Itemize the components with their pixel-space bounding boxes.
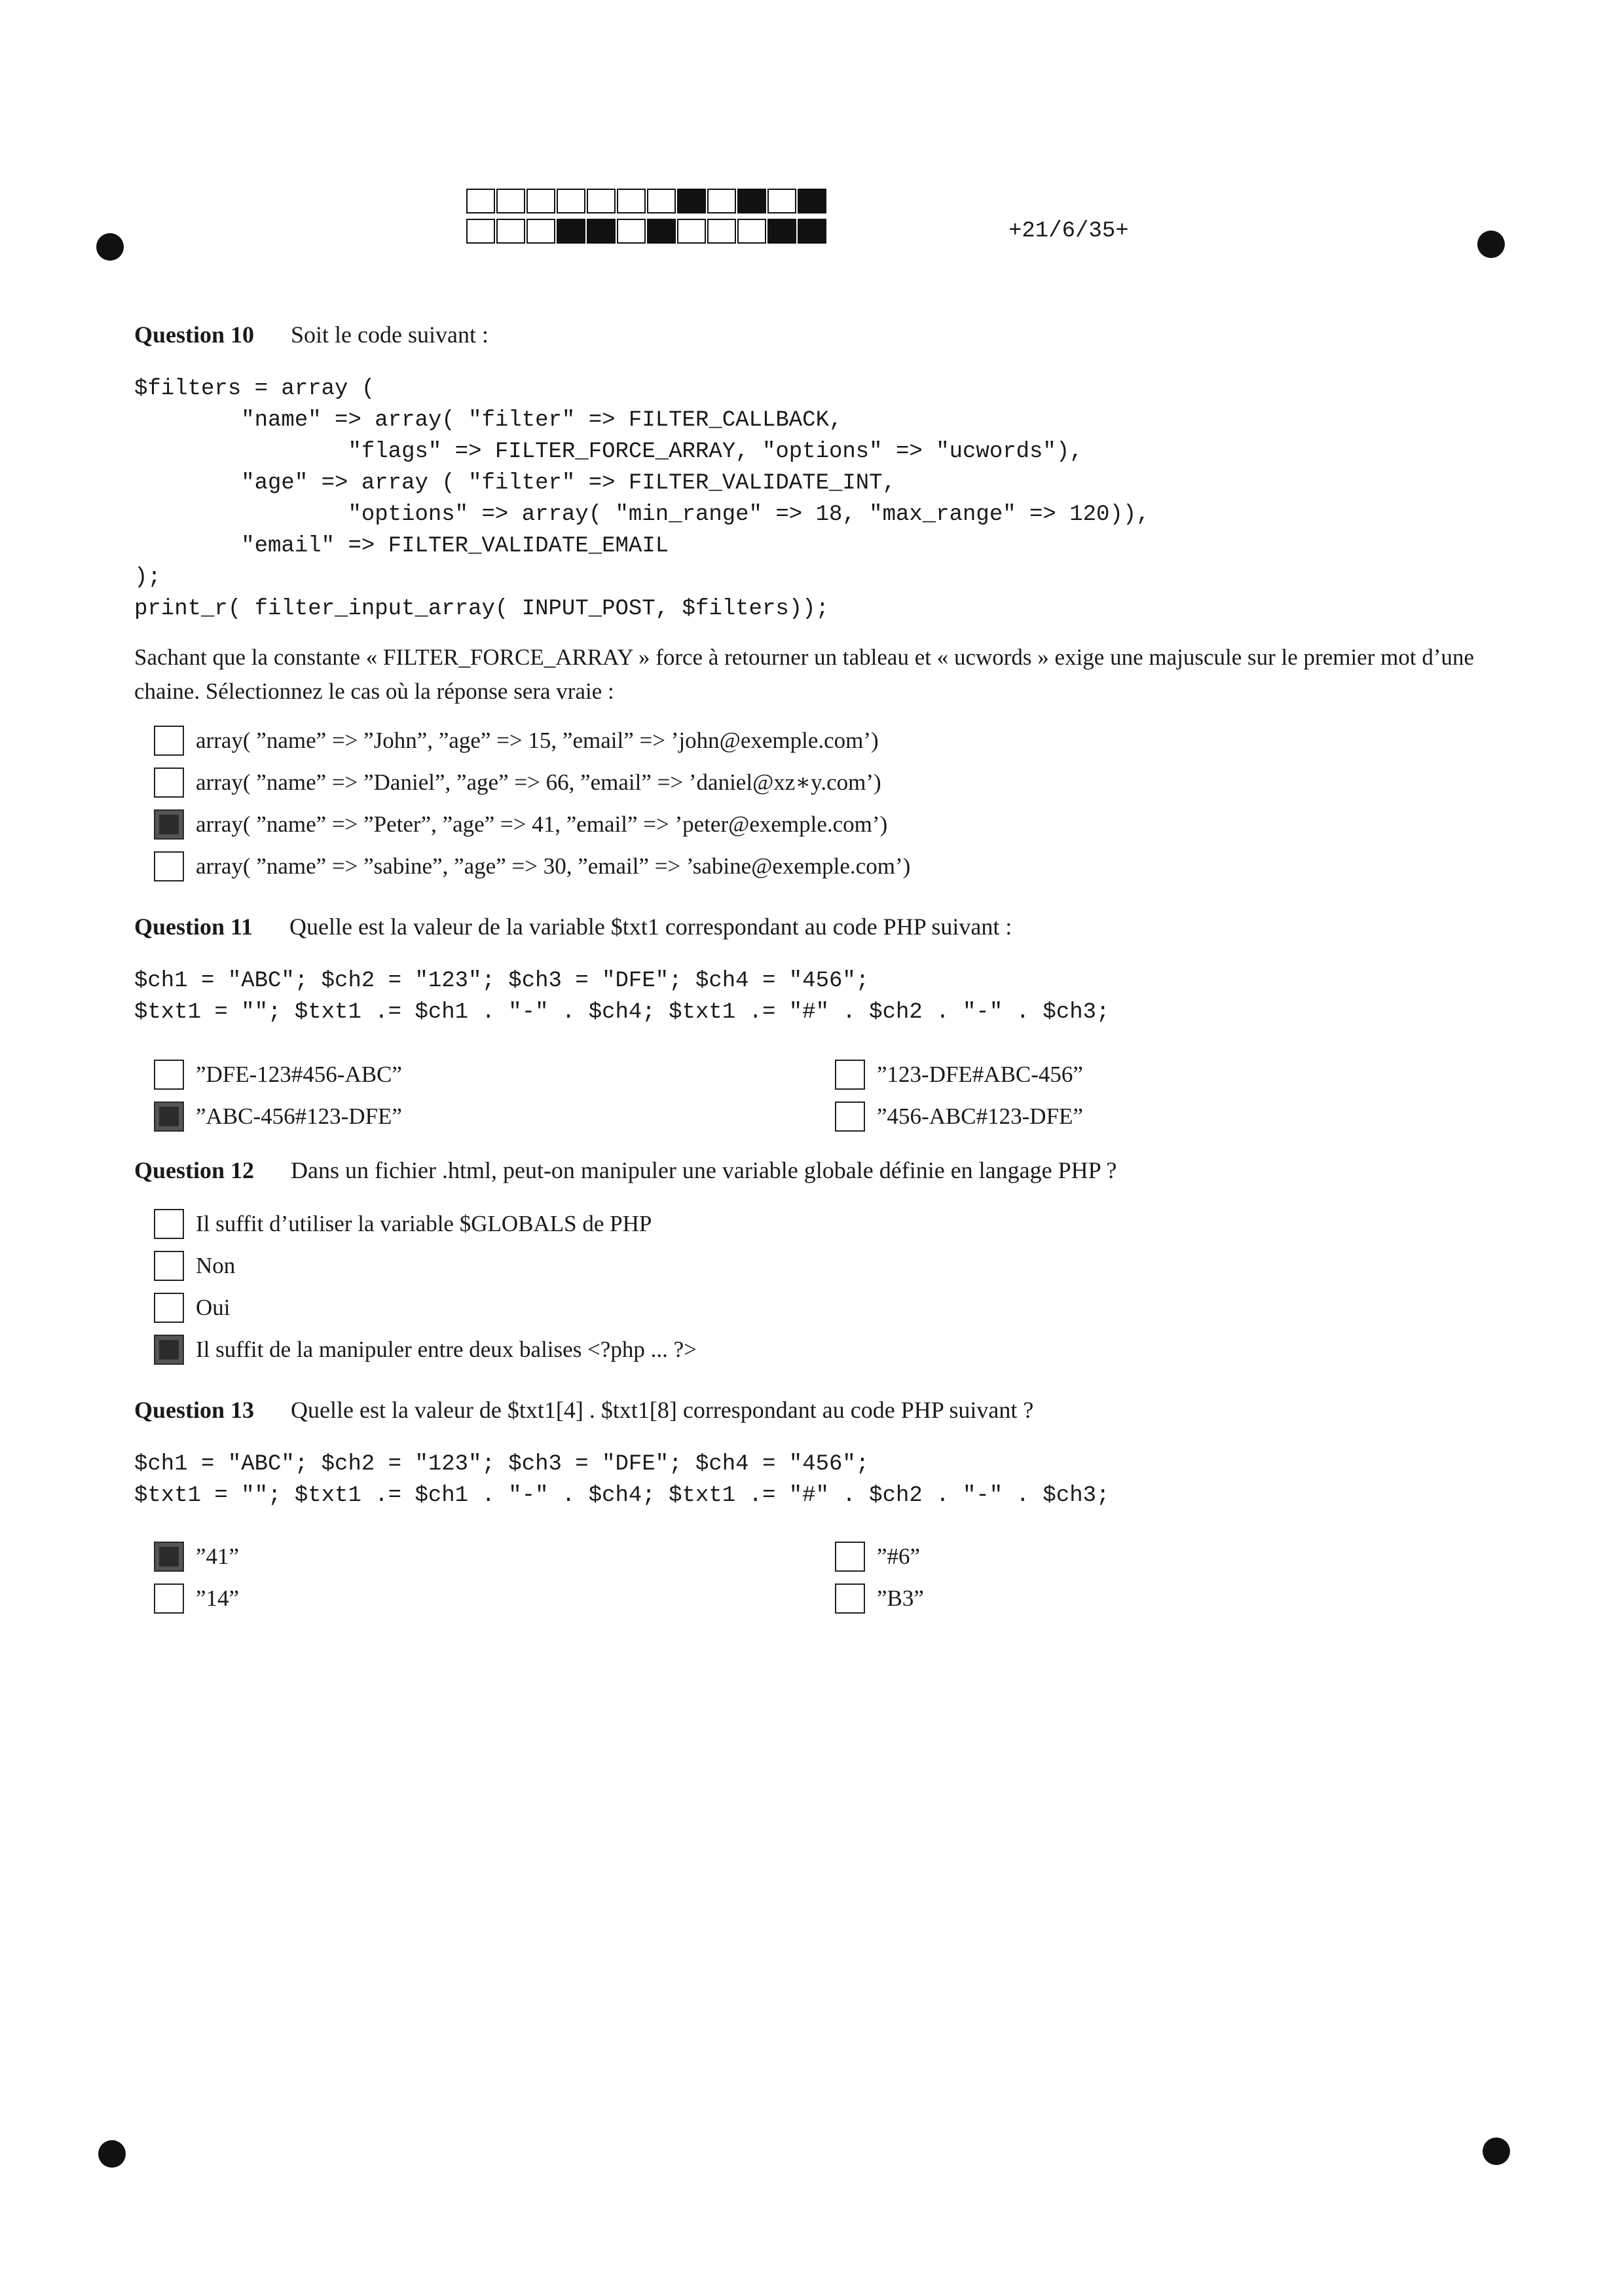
- answer-option[interactable]: [835, 1542, 920, 1572]
- binary-cell: [798, 219, 826, 244]
- code-line: "age" => array ( "filter" => FILTER_VALIDATE_INT,: [134, 471, 896, 496]
- answer-text: array( ”name” => ”John”, ”age” => 15, ”email” => ’john@exemple.com’): [196, 728, 879, 753]
- binary-cell: [496, 219, 525, 244]
- answer-option[interactable]: [154, 1060, 402, 1090]
- answer-text: Oui: [196, 1295, 231, 1320]
- code-line: "options" => array( "min_range" => 18, "max_range" => 120)),: [134, 502, 1150, 527]
- binary-cell: [767, 219, 796, 244]
- binary-cell: [647, 189, 676, 213]
- answer-text: ”ABC-456#123-DFE”: [196, 1103, 402, 1129]
- code-line: "name" => array( "filter" => FILTER_CALLBACK,: [134, 408, 843, 433]
- binary-cell: [798, 189, 826, 213]
- answer-text: Il suffit d’utiliser la variable $GLOBALS de PHP: [196, 1211, 652, 1236]
- binary-row: [466, 219, 828, 244]
- binary-cell: [677, 189, 706, 213]
- code-line: $filters = array (: [134, 377, 375, 401]
- question-10-paragraph: Sachant que la constante « FILTER_FORCE_ARRAY » force à retourner un tableau et « ucwords » exige une majuscule sur le premier mot d’une chaine. Sélectionnez le cas où la réponse sera vraie :: [134, 644, 1475, 704]
- binary-cell: [617, 219, 646, 244]
- checkbox[interactable]: [154, 1060, 184, 1090]
- code-line: $txt1 = ""; $txt1 .= $ch1 . "-" . $ch4; $txt1 .= "#" . $ch2 . "-" . $ch3;: [134, 1000, 1110, 1025]
- answer-text: ”123-DFE#ABC-456”: [877, 1062, 1083, 1087]
- binary-cell: [587, 189, 616, 213]
- question-label: Question 10: [134, 322, 255, 348]
- answer-option[interactable]: [154, 1542, 239, 1572]
- code-line: $ch1 = "ABC"; $ch2 = "123"; $ch3 = "DFE"; $ch4 = "456";: [134, 1452, 870, 1477]
- answer-option[interactable]: [154, 1583, 239, 1614]
- answer-option[interactable]: [154, 851, 910, 881]
- registration-mark-bottom-right: [1483, 2138, 1510, 2165]
- checkbox[interactable]: [154, 1335, 184, 1365]
- binary-cell: [466, 189, 495, 213]
- answer-option[interactable]: [154, 1102, 402, 1132]
- question-12-title: [134, 1157, 1116, 1184]
- binary-cell: [677, 219, 706, 244]
- answer-text: ”456-ABC#123-DFE”: [877, 1103, 1083, 1129]
- question-label: Question 12: [134, 1157, 255, 1183]
- binary-cell: [557, 189, 585, 213]
- question-11-title: [134, 913, 1012, 940]
- checkbox[interactable]: [154, 1583, 184, 1614]
- checkbox[interactable]: [154, 1251, 184, 1281]
- question-10-title: [134, 321, 489, 348]
- binary-cell: [767, 189, 796, 213]
- question-text: Quelle est la valeur de la variable $txt1 correspondant au code PHP suivant :: [289, 914, 1012, 940]
- answer-option[interactable]: [835, 1583, 924, 1614]
- code-line: "email" => FILTER_VALIDATE_EMAIL: [134, 534, 669, 559]
- registration-mark-bottom-left: [98, 2140, 126, 2168]
- checkbox[interactable]: [154, 726, 184, 756]
- answer-option[interactable]: [154, 1335, 697, 1365]
- answer-text: array( ”name” => ”Peter”, ”age” => 41, ”email” => ’peter@exemple.com’): [196, 811, 888, 837]
- answer-text: ”B3”: [877, 1585, 924, 1611]
- code-line: );: [134, 565, 161, 590]
- code-block: [134, 373, 1150, 625]
- answer-text: ”#6”: [877, 1544, 921, 1569]
- checkbox[interactable]: [835, 1060, 865, 1090]
- question-text: Soit le code suivant :: [291, 322, 489, 348]
- answer-option[interactable]: [154, 726, 879, 756]
- code-line: $ch1 = "ABC"; $ch2 = "123"; $ch3 = "DFE"; $ch4 = "456";: [134, 969, 870, 993]
- binary-cell: [737, 219, 766, 244]
- binary-cell: [496, 189, 525, 213]
- binary-cell: [526, 219, 555, 244]
- binary-cell: [526, 189, 555, 213]
- code-block: [134, 965, 1109, 1028]
- registration-mark-top-left: [96, 233, 124, 261]
- checkbox[interactable]: [154, 809, 184, 840]
- binary-cell: [587, 219, 616, 244]
- checkbox[interactable]: [835, 1583, 865, 1614]
- question-label: Question 13: [134, 1397, 255, 1423]
- checkbox[interactable]: [154, 1209, 184, 1239]
- answer-option[interactable]: [154, 1251, 235, 1281]
- checkbox[interactable]: [154, 851, 184, 881]
- answer-text: ”41”: [196, 1544, 240, 1569]
- code-line: "flags" => FILTER_FORCE_ARRAY, "options" => "ucwords"),: [134, 439, 1083, 464]
- code-line: print_r( filter_input_array( INPUT_POST, $filters));: [134, 597, 829, 621]
- registration-mark-top-right: [1477, 231, 1505, 258]
- binary-cell: [466, 219, 495, 244]
- page-code: +21/6/35+: [1008, 219, 1129, 244]
- answer-option[interactable]: [835, 1102, 1083, 1132]
- question-label: Question 11: [134, 914, 253, 940]
- binary-cell: [647, 219, 676, 244]
- checkbox[interactable]: [154, 1293, 184, 1323]
- answer-text: Non: [196, 1253, 236, 1278]
- answer-option[interactable]: [154, 809, 887, 840]
- answer-text: ”DFE-123#456-ABC”: [196, 1062, 402, 1087]
- answer-text: array( ”name” => ”sabine”, ”age” => 30, ”email” => ’sabine@exemple.com’): [196, 853, 911, 879]
- binary-cell: [707, 219, 736, 244]
- answer-option[interactable]: [154, 1293, 231, 1323]
- answer-text: ”14”: [196, 1585, 240, 1611]
- checkbox[interactable]: [154, 1542, 184, 1572]
- question-13-title: [134, 1396, 1033, 1424]
- answer-option[interactable]: [154, 768, 881, 798]
- binary-cell: [737, 189, 766, 213]
- binary-row: [466, 189, 828, 213]
- binary-cell: [617, 189, 646, 213]
- checkbox[interactable]: [835, 1542, 865, 1572]
- answer-text: array( ”name” => ”Daniel”, ”age” => 66, ”email” => ’daniel@xz∗y.com’): [196, 769, 881, 795]
- checkbox[interactable]: [835, 1102, 865, 1132]
- binary-cell: [707, 189, 736, 213]
- question-text: Dans un fichier .html, peut-on manipuler une variable globale définie en langage PHP ?: [291, 1157, 1117, 1183]
- question-text: Quelle est la valeur de $txt1[4] . $txt1[8] correspondant au code PHP suivant ?: [291, 1397, 1034, 1423]
- answer-option[interactable]: [835, 1060, 1083, 1090]
- answer-option[interactable]: [154, 1209, 652, 1239]
- code-block: [134, 1449, 1109, 1511]
- code-line: $txt1 = ""; $txt1 .= $ch1 . "-" . $ch4; $txt1 .= "#" . $ch2 . "-" . $ch3;: [134, 1483, 1110, 1508]
- answer-text: Il suffit de la manipuler entre deux balises <?php ... ?>: [196, 1337, 697, 1362]
- checkbox[interactable]: [154, 768, 184, 798]
- checkbox[interactable]: [154, 1102, 184, 1132]
- binary-cell: [557, 219, 585, 244]
